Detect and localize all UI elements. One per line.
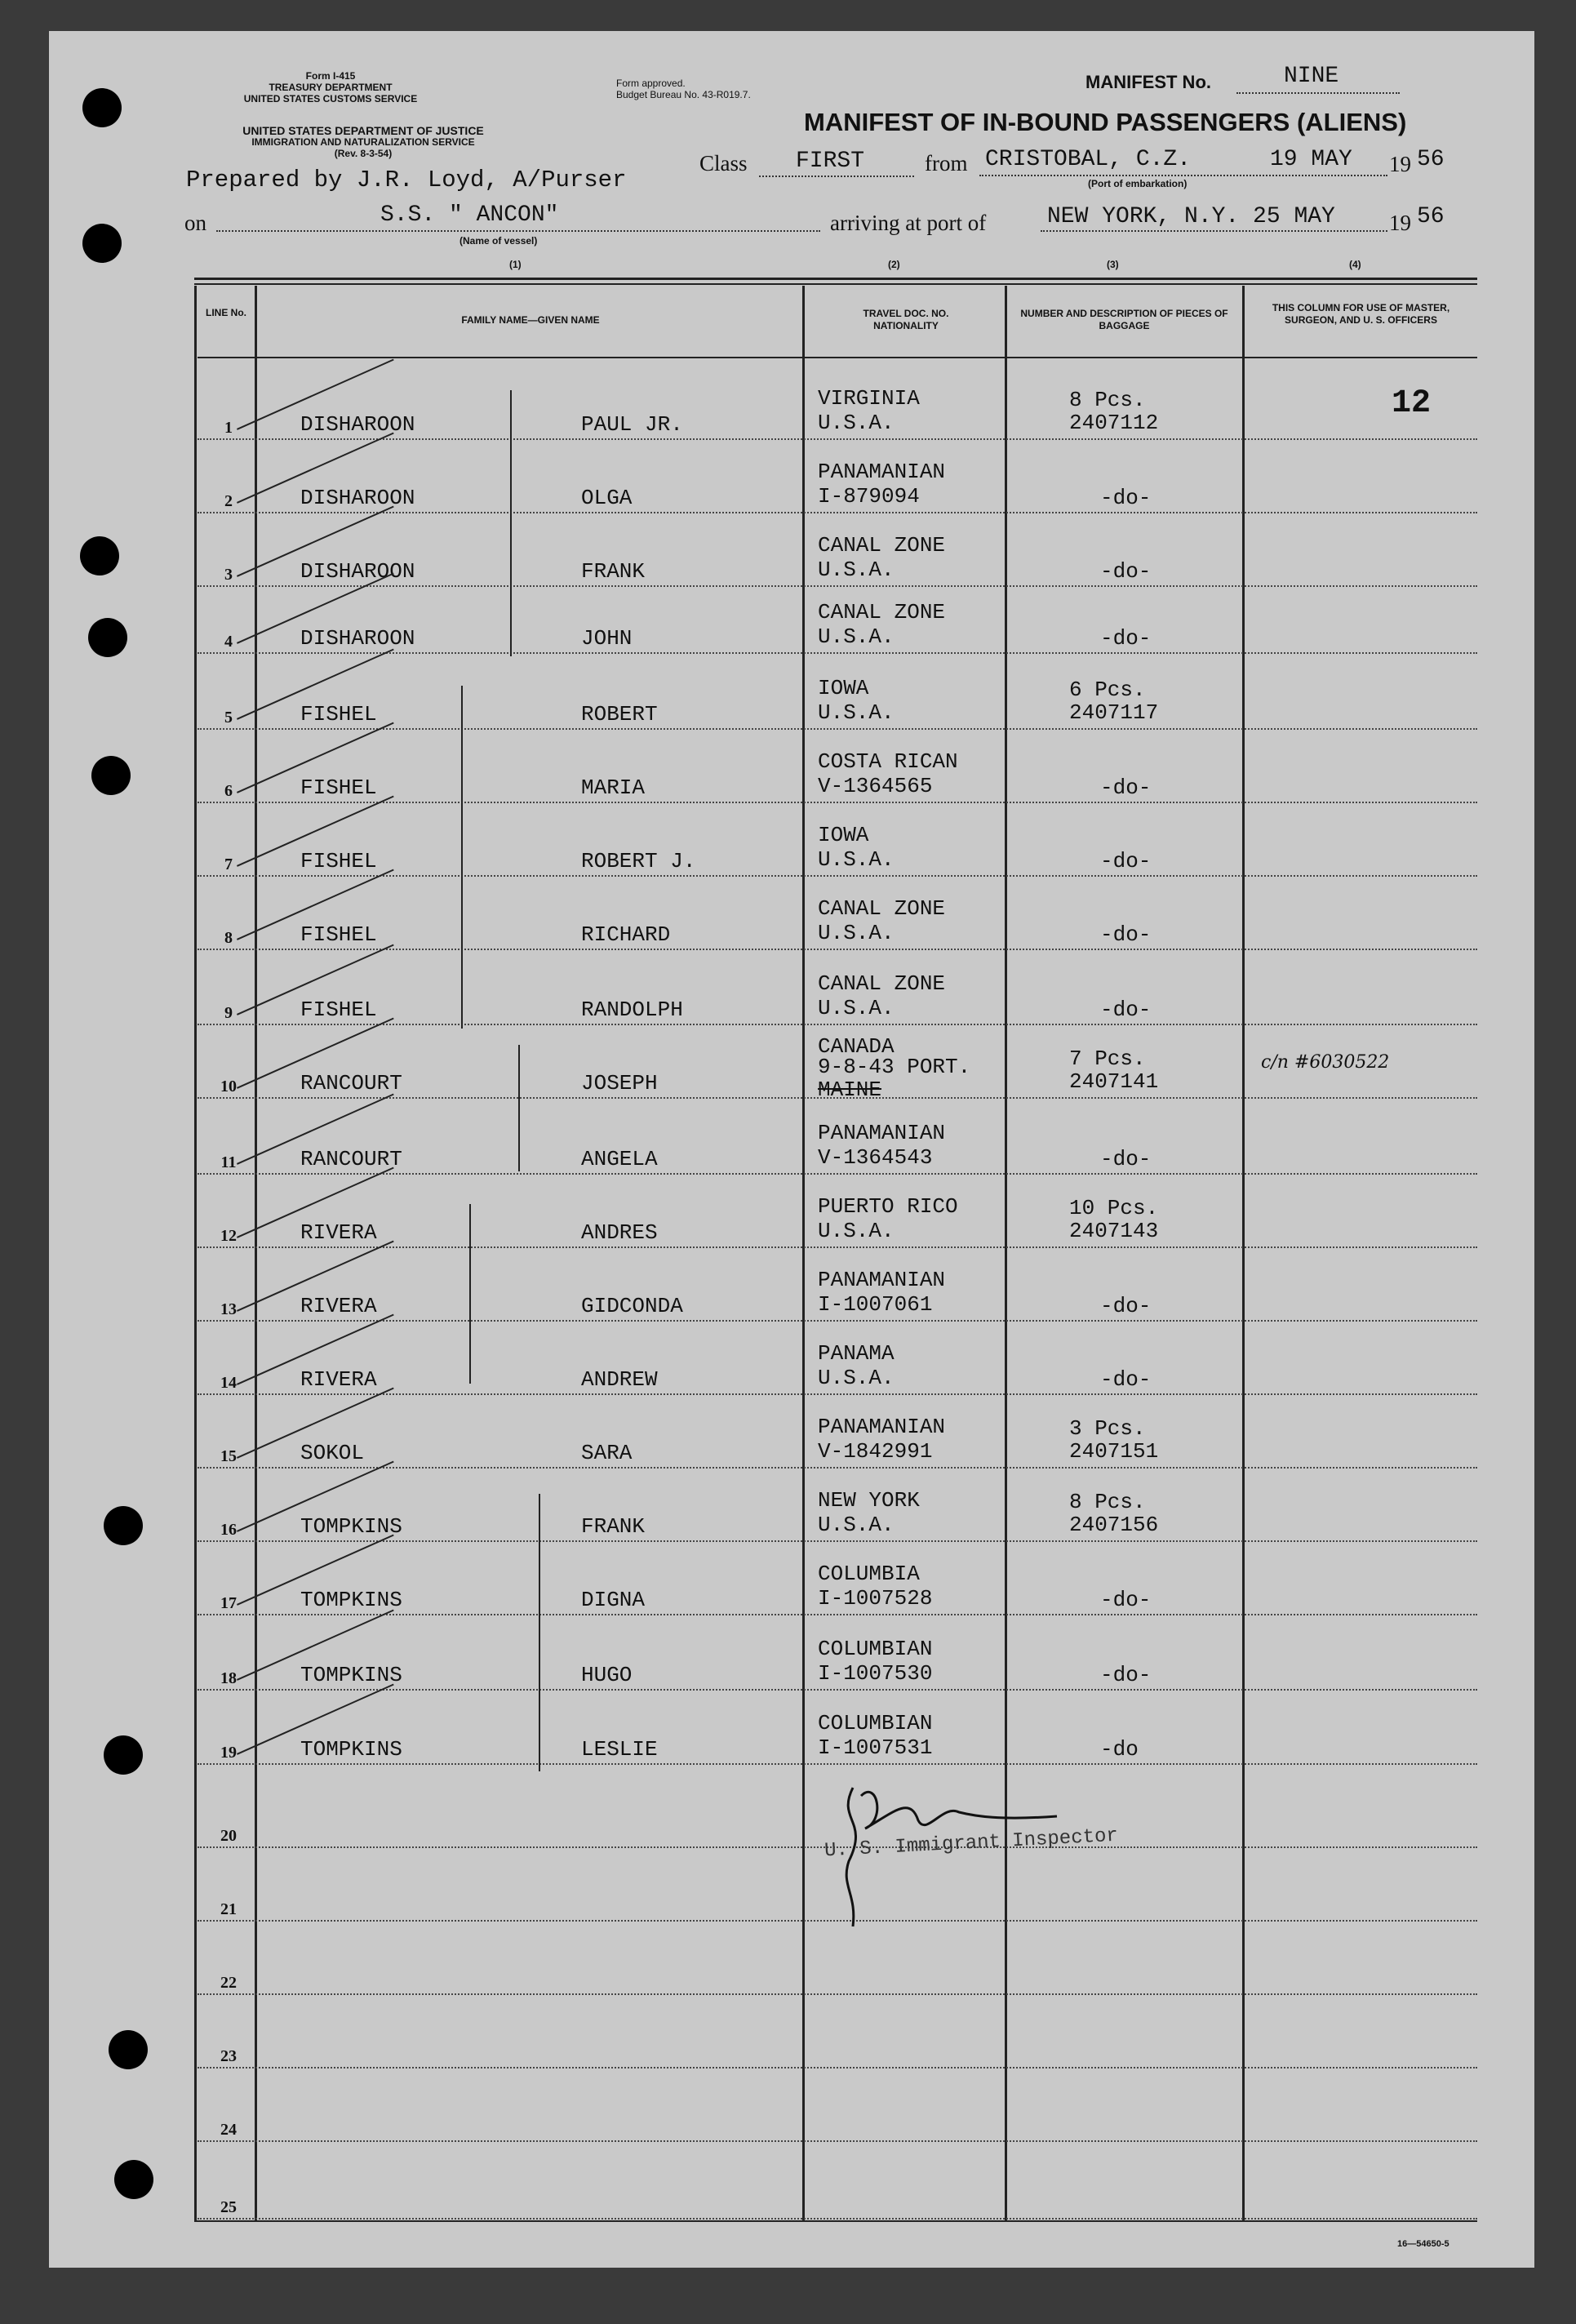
arriving-port: NEW YORK, N.Y. 25 MAY (1047, 204, 1335, 229)
given-name: RICHARD (581, 922, 671, 947)
baggage-ditto: -do- (1100, 998, 1152, 1022)
column-header-name: FAMILY NAME—GIVEN NAME (461, 314, 600, 326)
line-number: 2 (224, 492, 233, 510)
travel-doc-line1: CANAL ZONE (818, 971, 946, 996)
port-embarkation-note: (Port of embarkation) (1088, 178, 1188, 189)
vessel-name: S.S. " ANCON" (380, 202, 559, 228)
travel-doc-line2: I-1007061 (818, 1292, 933, 1317)
line-number: 13 (220, 1300, 237, 1318)
travel-doc-line1: COLUMBIA (818, 1562, 920, 1586)
vessel-note: (Name of vessel) (459, 235, 538, 247)
given-name: FRANK (581, 1514, 646, 1539)
baggage-number: 2407117 (1069, 700, 1159, 725)
row-rule (198, 1763, 1477, 1765)
family-name: TOMPKINS (300, 1737, 402, 1762)
row-rule (198, 802, 1477, 803)
table-top-border-2 (194, 283, 1477, 285)
baggage-number: 2407143 (1069, 1219, 1159, 1243)
baggage-ditto: -do- (1100, 922, 1152, 947)
family-name: RANCOURT (300, 1071, 402, 1095)
row-rule (198, 1173, 1477, 1175)
travel-doc-line1: COLUMBIAN (818, 1637, 933, 1661)
name-divider (802, 286, 805, 2220)
line-number: 6 (224, 782, 233, 800)
row-rule (198, 1540, 1477, 1542)
travel-doc-line2: 9-8-43 PORT. (818, 1055, 971, 1079)
baggage-number: 2407156 (1069, 1513, 1159, 1537)
family-name: RIVERA (300, 1294, 377, 1318)
baggage-divider (1242, 286, 1245, 2220)
line-number: 19 (220, 1744, 237, 1762)
travel-doc-line1: PANAMA (818, 1341, 895, 1366)
baggage-count: 10 Pcs. (1069, 1196, 1159, 1220)
arriving-line (1041, 230, 1387, 232)
travel-doc-line2: V-1842991 (818, 1439, 933, 1464)
given-name: MARIA (581, 775, 646, 800)
table-top-border (194, 278, 1477, 280)
line-number: 5 (224, 709, 233, 727)
given-name: PAUL JR. (581, 412, 683, 437)
travel-doc-line2: U.S.A. (818, 847, 895, 872)
line-number: 17 (220, 1594, 237, 1612)
given-name: ANGELA (581, 1147, 658, 1171)
given-name: ANDRES (581, 1220, 658, 1245)
baggage-ditto: -do- (1100, 1147, 1152, 1171)
travel-doc-line2: U.S.A. (818, 921, 895, 945)
family-name: DISHAROON (300, 626, 415, 651)
travel-doc-line2: U.S.A. (818, 1366, 895, 1390)
baggage-count: 8 Pcs. (1069, 388, 1146, 412)
form-number-block: Form I-415 TREASURY DEPARTMENT UNITED STATES CUSTOMS SERVICE (243, 70, 418, 104)
travel-doc-line1: PANAMANIAN (818, 1268, 946, 1292)
row-rule (198, 1993, 1477, 1995)
baggage-number: 2407151 (1069, 1439, 1159, 1464)
line-number: 10 (220, 1078, 237, 1095)
line-number: 3 (224, 566, 233, 584)
given-name: ROBERT J. (581, 849, 696, 873)
column-number: (2) (888, 259, 900, 270)
row-rule (198, 875, 1477, 877)
row-rule (198, 1467, 1477, 1469)
baggage-ditto: -do- (1100, 849, 1152, 873)
row-rule (198, 1689, 1477, 1691)
from-date: 19 MAY (1270, 147, 1352, 172)
family-name: RIVERA (300, 1220, 377, 1245)
given-name: GIDCONDA (581, 1294, 683, 1318)
baggage-ditto: -do- (1100, 559, 1152, 584)
table-bottom-border (194, 2220, 1477, 2222)
punch-hole (104, 1506, 143, 1545)
given-name: SARA (581, 1441, 633, 1465)
table-left-border (194, 286, 197, 2220)
manifest-no-value: NINE (1284, 64, 1339, 89)
family-name: DISHAROON (300, 486, 415, 510)
form-approved-block: Form approved. Budget Bureau No. 43-R019.7. (616, 78, 751, 100)
family-name: FISHEL (300, 702, 377, 727)
from-port: CRISTOBAL, C.Z. (985, 147, 1192, 172)
line-number: 15 (220, 1447, 237, 1465)
footer-code: 16—54650-5 (1397, 2239, 1449, 2249)
family-name: RIVERA (300, 1367, 377, 1392)
page-title: MANIFEST OF IN-BOUND PASSENGERS (ALIENS) (804, 108, 1407, 136)
row-rule (198, 438, 1477, 440)
travel-doc-line1: COLUMBIAN (818, 1711, 933, 1735)
baggage-ditto: -do- (1100, 1367, 1152, 1392)
travel-doc-line2: I-1007528 (818, 1586, 933, 1611)
baggage-count: 6 Pcs. (1069, 678, 1146, 702)
family-brace (510, 390, 512, 656)
manifest-no-line (1236, 92, 1400, 94)
travel-doc-line1: PUERTO RICO (818, 1194, 958, 1219)
travel-doc-line2: U.S.A. (818, 624, 895, 649)
from-year: 56 (1417, 147, 1445, 172)
row-rule (198, 2140, 1477, 2142)
travel-doc-line1: IOWA (818, 676, 869, 700)
travel-doc-line1: PANAMANIAN (818, 1415, 946, 1439)
family-name: SOKOL (300, 1441, 365, 1465)
dept-justice-block: UNITED STATES DEPARTMENT OF JUSTICE IMMIGRATION AND NATURALIZATION SERVICE (Rev. 8-3-54) (242, 124, 484, 159)
travel-doc-line2: U.S.A. (818, 700, 895, 725)
family-name: FISHEL (300, 922, 377, 947)
row-rule (198, 1024, 1477, 1025)
column-header-baggage: NUMBER AND DESCRIPTION OF PIECES OF BAGGAGE (1020, 308, 1228, 331)
row-rule (198, 1246, 1477, 1248)
travel-doc-line2: U.S.A. (818, 1513, 895, 1537)
baggage-ditto: -do- (1100, 775, 1152, 800)
travel-doc-line1: COSTA RICAN (818, 749, 958, 774)
travel-doc-line2: U.S.A. (818, 996, 895, 1020)
class-value: FIRST (796, 149, 865, 174)
on-label: on (184, 211, 206, 235)
line-number: 24 (220, 2121, 237, 2139)
baggage-number: 2407112 (1069, 411, 1159, 435)
travel-doc-line2: U.S.A. (818, 1219, 895, 1243)
given-name: DIGNA (581, 1588, 646, 1612)
column-number: (1) (509, 259, 522, 270)
line-number: 1 (224, 419, 233, 437)
family-name: FISHEL (300, 775, 377, 800)
travel-doc-line1: VIRGINIA (818, 386, 920, 411)
punch-hole (80, 536, 119, 575)
given-name: JOSEPH (581, 1071, 658, 1095)
given-name: RANDOLPH (581, 998, 683, 1022)
row-rule (198, 585, 1477, 587)
given-name: HUGO (581, 1663, 633, 1687)
inspector-stamp: U. S. Immigrant Inspector (824, 1824, 1119, 1863)
line-number: 4 (224, 633, 233, 651)
row-rule (198, 512, 1477, 513)
baggage-ditto: -do- (1100, 486, 1152, 510)
baggage-count: 7 Pcs. (1069, 1046, 1146, 1071)
baggage-count: 8 Pcs. (1069, 1490, 1146, 1514)
line-number: 8 (224, 929, 233, 947)
travel-doc-line1: CANADA (818, 1034, 895, 1059)
family-brace (539, 1494, 540, 1771)
line-number: 16 (220, 1521, 237, 1539)
baggage-ditto: -do- (1100, 626, 1152, 651)
given-name: ROBERT (581, 702, 658, 727)
line-number: 21 (220, 1900, 237, 1918)
prepared-by: Prepared by J.R. Loyd, A/Purser (186, 167, 627, 193)
family-name: DISHAROON (300, 559, 415, 584)
punch-hole (109, 2030, 148, 2069)
baggage-ditto: -do- (1100, 1294, 1152, 1318)
travel-doc-line2: I-1007530 (818, 1661, 933, 1686)
line-number: 11 (220, 1153, 237, 1171)
travel-doc-line2: U.S.A. (818, 558, 895, 582)
line-number: 7 (224, 855, 233, 873)
family-name: TOMPKINS (300, 1514, 402, 1539)
punch-hole (88, 618, 127, 657)
baggage-ditto: -do (1100, 1737, 1139, 1762)
arriving-year-prefix: 19 (1389, 211, 1411, 235)
given-name: ANDREW (581, 1367, 658, 1392)
line-number: 25 (220, 2198, 237, 2216)
baggage-number: 2407141 (1069, 1069, 1159, 1094)
travel-doc-line1: CANAL ZONE (818, 600, 946, 624)
class-line (759, 176, 914, 177)
line-no-divider (255, 286, 257, 2220)
from-line (979, 175, 1387, 176)
vessel-line (216, 230, 820, 232)
given-name: FRANK (581, 559, 646, 584)
family-brace (461, 686, 463, 1029)
from-year-prefix: 19 (1389, 152, 1411, 176)
baggage-ditto: -do- (1100, 1663, 1152, 1687)
arriving-label: arriving at port of (830, 211, 987, 235)
given-name: OLGA (581, 486, 633, 510)
travel-doc-line3: MAINE (818, 1078, 882, 1102)
line-number: 23 (220, 2047, 237, 2065)
travel-doc-line2: V-1364543 (818, 1145, 933, 1170)
officer-note: c/n #6030522 (1261, 1052, 1390, 1073)
travel-doc-line1: CANAL ZONE (818, 896, 946, 921)
line-number: 22 (220, 1974, 237, 1992)
column-header-line-no: LINE No. (206, 307, 246, 318)
row-rule (198, 1393, 1477, 1395)
line-number: 12 (220, 1227, 237, 1245)
family-name: RANCOURT (300, 1147, 402, 1171)
column-number: (3) (1107, 259, 1119, 270)
travel-doc-line1: IOWA (818, 823, 869, 847)
row-rule (198, 1320, 1477, 1322)
given-name: LESLIE (581, 1737, 658, 1762)
baggage-ditto: -do- (1100, 1588, 1152, 1612)
punch-hole (82, 88, 122, 127)
family-name: DISHAROON (300, 412, 415, 437)
punch-hole (82, 224, 122, 263)
family-name: TOMPKINS (300, 1588, 402, 1612)
travel-doc-line2: I-879094 (818, 484, 920, 509)
row-rule (198, 2067, 1477, 2068)
travel-doc-line1: PANAMANIAN (818, 1121, 946, 1145)
travel-doc-line1: NEW YORK (818, 1488, 920, 1513)
from-label: from (925, 151, 968, 176)
family-brace (469, 1204, 471, 1384)
travel-doc-line2: I-1007531 (818, 1735, 933, 1760)
punch-hole (114, 2160, 153, 2199)
row-rule (198, 2218, 1477, 2220)
given-name: JOHN (581, 626, 633, 651)
officer-note: 12 (1392, 385, 1432, 422)
family-name: FISHEL (300, 998, 377, 1022)
arriving-year: 56 (1417, 204, 1445, 229)
travel-doc-line1: PANAMANIAN (818, 460, 946, 484)
table-header-bottom (198, 357, 1477, 358)
line-number: 18 (220, 1669, 237, 1687)
line-number: 9 (224, 1004, 233, 1022)
column-number: (4) (1349, 259, 1361, 270)
class-label: Class (699, 151, 748, 176)
column-header-travel-doc: TRAVEL DOC. NO. NATIONALITY (863, 308, 949, 331)
family-name: FISHEL (300, 849, 377, 873)
punch-hole (104, 1735, 143, 1775)
family-brace (518, 1045, 520, 1171)
punch-hole (91, 756, 131, 795)
family-name: TOMPKINS (300, 1663, 402, 1687)
line-number: 14 (220, 1374, 237, 1392)
travel-doc-line2: U.S.A. (818, 411, 895, 435)
column-header-officers: THIS COLUMN FOR USE OF MASTER, SURGEON, AND U. S. OFFICERS (1272, 302, 1450, 326)
manifest-no-label: MANIFEST No. (1085, 72, 1211, 92)
row-rule (198, 949, 1477, 950)
travel-doc-line2: V-1364565 (818, 774, 933, 798)
baggage-count: 3 Pcs. (1069, 1416, 1146, 1441)
row-rule (198, 652, 1477, 654)
line-number: 20 (220, 1827, 237, 1845)
travel-doc-line1: CANAL ZONE (818, 533, 946, 558)
row-rule (198, 728, 1477, 730)
row-rule (198, 1614, 1477, 1615)
